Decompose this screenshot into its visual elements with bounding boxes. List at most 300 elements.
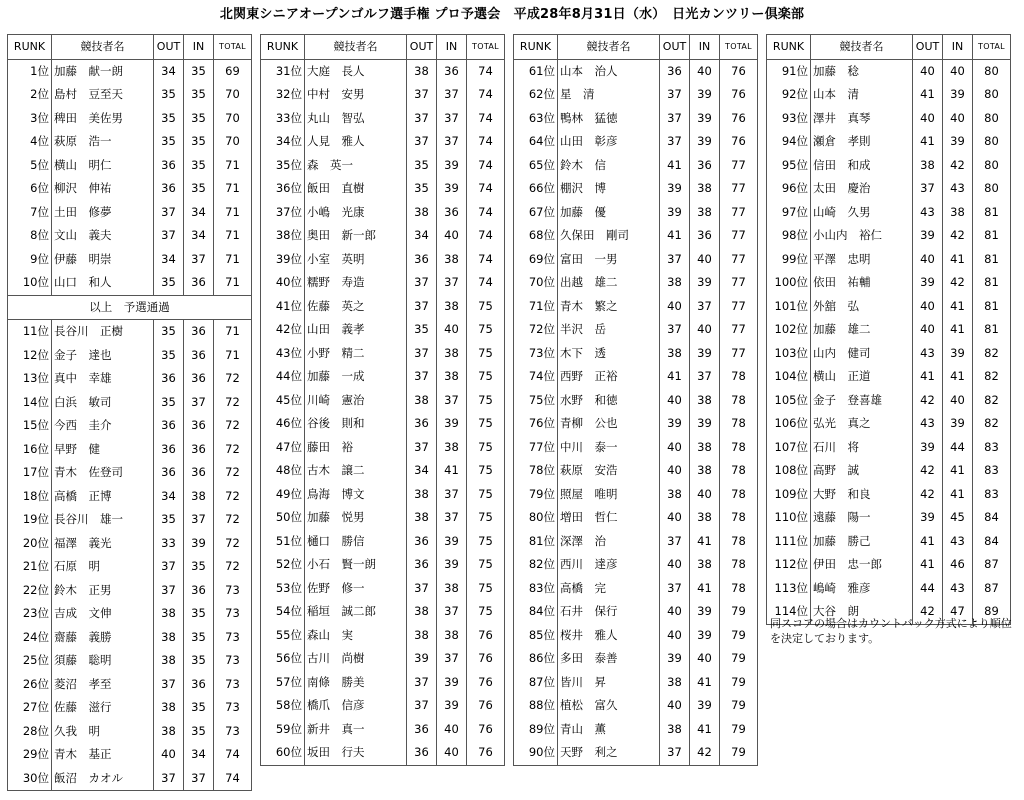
cell-name: 外舘 弘 [811,295,913,319]
cell-in: 39 [690,600,720,624]
cell-rank: 106位 [774,416,808,430]
cell-in: 40 [437,318,467,342]
cell-rank: 18位 [22,488,49,503]
table-row [8,248,252,272]
cell-total: 79 [720,694,758,718]
cell-total: 81 [973,295,1011,319]
cell-out: 37 [407,342,437,366]
cell-rank: 110位 [774,510,808,524]
cell-rank: 48位 [275,463,302,477]
cell-total: 79 [720,718,758,742]
cell-rank: 32位 [275,87,302,101]
cell-out: 37 [407,130,437,154]
cell-out: 38 [407,201,437,225]
table-row [261,577,505,601]
table-row [514,83,758,107]
cell-out: 37 [660,577,690,601]
cell-name: 鴨林 猛徳 [558,107,660,131]
table-row [514,224,758,248]
cell-rank: 59位 [275,721,302,736]
table-row [261,412,505,436]
cell-total: 83 [973,436,1011,460]
cell-rank: 16位 [22,441,49,456]
cell-name: 伊藤 明崇 [52,248,154,272]
cell-out: 34 [407,459,437,483]
cell-total: 76 [720,83,758,107]
cell-out: 37 [154,673,184,697]
cell-name: 皆川 昇 [558,671,660,695]
cell-in: 40 [690,248,720,272]
table-row [8,696,252,720]
cell-name: 久我 明 [52,720,154,744]
table-row [767,553,1011,577]
cell-total: 79 [720,671,758,695]
cell-in: 41 [690,718,720,742]
table-row [8,438,252,462]
cell-name: 長谷川 正樹 [52,320,154,344]
cell-out: 38 [154,602,184,626]
cell-name: 中川 泰一 [558,436,660,460]
cell-in: 35 [184,59,214,83]
header-rank: RUNK [514,35,558,60]
table-row [767,436,1011,460]
header-rank: RUNK [8,35,52,60]
cell-in: 37 [437,600,467,624]
cell-name: 瀬倉 孝則 [811,130,913,154]
table-row [8,508,252,532]
table-row [767,365,1011,389]
table-row [8,59,252,83]
cell-in: 46 [943,553,973,577]
cell-rank: 76位 [528,416,555,430]
cell-total: 77 [720,154,758,178]
cell-name: 新井 真一 [305,718,407,742]
cell-rank: 98位 [781,228,808,242]
table-row [8,743,252,767]
cell-out: 39 [913,506,943,530]
cell-total: 83 [973,459,1011,483]
cell-rank: 35位 [275,157,302,172]
cell-out: 33 [154,532,184,556]
cell-name: 藤田 裕 [305,436,407,460]
cell-out: 43 [913,342,943,366]
table-row [8,555,252,579]
cell-rank: 60位 [275,745,302,759]
cell-total: 80 [973,130,1011,154]
cell-name: 森 英一 [305,154,407,178]
cell-total: 77 [720,271,758,295]
cell-name: 石川 将 [811,436,913,460]
cell-rank: 71位 [528,298,555,313]
cell-total: 75 [467,459,505,483]
cell-rank: 9位 [30,251,49,266]
cell-name: 鈴木 信 [558,154,660,178]
cell-name: 出越 雄二 [558,271,660,295]
cell-out: 38 [913,154,943,178]
cell-name: 金子 登喜雄 [811,389,913,413]
cell-out: 35 [407,154,437,178]
cell-in: 37 [437,506,467,530]
cell-out: 37 [407,107,437,131]
cell-in: 34 [184,224,214,248]
cell-total: 87 [973,577,1011,601]
cell-name: 山田 義孝 [305,318,407,342]
cell-name: 吉成 文伸 [52,602,154,626]
cell-rank: 99位 [781,251,808,266]
table-row [8,107,252,131]
cell-out: 40 [660,459,690,483]
cell-out: 39 [660,177,690,201]
cell-name: 文山 義夫 [52,224,154,248]
table-row [514,130,758,154]
cell-name: 青木 基正 [52,743,154,767]
cell-out: 41 [660,365,690,389]
cell-total: 74 [467,271,505,295]
cell-out: 38 [660,718,690,742]
table-row [514,389,758,413]
cell-in: 40 [943,107,973,131]
cell-rank: 29位 [22,747,49,761]
cell-in: 37 [184,508,214,532]
cell-name: 中村 安男 [305,83,407,107]
cell-in: 34 [184,201,214,225]
cell-in: 36 [437,59,467,83]
cell-in: 36 [184,320,214,344]
cell-total: 89 [973,600,1011,624]
cell-out: 42 [913,600,943,624]
cell-rank: 39位 [275,251,302,266]
cell-in: 36 [437,201,467,225]
cell-total: 74 [214,743,252,767]
cell-rank: 75位 [528,392,555,407]
cell-in: 38 [690,389,720,413]
cell-in: 42 [943,224,973,248]
cell-total: 79 [720,624,758,648]
cell-name: 太田 慶治 [811,177,913,201]
cell-name: 飯田 直樹 [305,177,407,201]
table-row [261,530,505,554]
cell-rank: 31位 [275,63,302,78]
table-row [8,130,252,154]
table-row [261,224,505,248]
cell-out: 41 [913,83,943,107]
table-row [261,130,505,154]
table-row [8,461,252,485]
cell-rank: 6位 [30,181,49,195]
cell-rank: 15位 [22,418,49,432]
cell-name: 今西 圭介 [52,414,154,438]
table-row [514,436,758,460]
cell-total: 72 [214,438,252,462]
cell-in: 42 [943,154,973,178]
cell-in: 39 [690,694,720,718]
header-in: IN [437,35,467,60]
cell-rank: 5位 [30,157,49,172]
cell-out: 38 [407,59,437,83]
cell-out: 38 [154,696,184,720]
table-row [261,201,505,225]
cell-total: 78 [720,483,758,507]
cell-out: 35 [407,177,437,201]
cell-out: 37 [407,577,437,601]
cell-rank: 3位 [30,110,49,125]
cell-in: 39 [690,107,720,131]
cell-rank: 112位 [774,557,808,571]
cell-name: 水野 和徳 [558,389,660,413]
cell-in: 40 [690,483,720,507]
cell-total: 78 [720,459,758,483]
cell-total: 74 [467,130,505,154]
cell-name: 佐藤 滋行 [52,696,154,720]
cell-name: 高橋 正博 [52,485,154,509]
cell-out: 34 [154,485,184,509]
cell-name: 小石 賢一朗 [305,553,407,577]
cell-total: 80 [973,177,1011,201]
cell-rank: 14位 [22,394,49,409]
cell-in: 35 [184,649,214,673]
table-row [8,391,252,415]
cell-in: 41 [690,671,720,695]
cell-in: 35 [184,626,214,650]
cell-out: 38 [660,671,690,695]
header-total: TOTAL [973,35,1011,60]
table-row [8,720,252,744]
cell-in: 38 [437,342,467,366]
cell-total: 73 [214,579,252,603]
cell-rank: 19位 [22,512,49,526]
cell-name: 人見 雅人 [305,130,407,154]
table-row [261,83,505,107]
cell-in: 39 [690,342,720,366]
cell-rank: 100位 [774,275,808,289]
cell-in: 36 [690,154,720,178]
cell-in: 41 [943,295,973,319]
cell-name: 鈴木 正男 [52,579,154,603]
cell-out: 37 [154,579,184,603]
cell-rank: 12位 [22,347,49,362]
header-out: OUT [154,35,184,60]
cell-out: 37 [407,83,437,107]
cell-name: 照屋 唯明 [558,483,660,507]
header-out: OUT [660,35,690,60]
cell-out: 37 [660,248,690,272]
cell-in: 37 [437,483,467,507]
cell-out: 37 [913,177,943,201]
cell-rank: 94位 [781,134,808,148]
cell-out: 35 [154,320,184,344]
cell-rank: 95位 [781,157,808,172]
cell-in: 38 [690,506,720,530]
cell-in: 36 [184,367,214,391]
cell-out: 41 [913,530,943,554]
cell-total: 75 [467,342,505,366]
cell-in: 40 [690,59,720,83]
cell-in: 41 [943,248,973,272]
cell-total: 72 [214,485,252,509]
cell-in: 39 [437,154,467,178]
cell-out: 40 [660,389,690,413]
cell-out: 40 [913,248,943,272]
table-row [514,483,758,507]
cell-total: 76 [467,624,505,648]
cell-name: 加藤 勝己 [811,530,913,554]
table-row [8,367,252,391]
cell-name: 加藤 献一朗 [52,59,154,83]
table-row [767,389,1011,413]
cell-out: 37 [154,555,184,579]
cell-name: 小嶋 光康 [305,201,407,225]
cell-name: 小室 英明 [305,248,407,272]
cell-in: 40 [690,647,720,671]
cell-out: 38 [154,626,184,650]
cell-in: 39 [943,130,973,154]
cell-total: 72 [214,461,252,485]
cell-rank: 25位 [22,653,49,667]
cell-rank: 84位 [528,604,555,618]
cell-name: 真中 幸雄 [52,367,154,391]
cell-total: 73 [214,696,252,720]
cell-in: 44 [943,436,973,460]
cell-in: 37 [437,107,467,131]
cell-name: 大谷 朗 [811,600,913,624]
cell-rank: 81位 [528,533,555,548]
table-row [514,624,758,648]
cell-total: 77 [720,224,758,248]
cell-total: 74 [467,224,505,248]
table-row [8,271,252,295]
cell-total: 78 [720,530,758,554]
cell-rank: 91位 [781,63,808,78]
cell-rank: 73位 [528,345,555,360]
cell-rank: 64位 [528,134,555,148]
cell-name: 山本 治人 [558,59,660,83]
cell-rank: 79位 [528,486,555,501]
cell-total: 82 [973,389,1011,413]
table-row [767,224,1011,248]
cell-in: 39 [437,553,467,577]
cell-total: 75 [467,436,505,460]
cell-out: 37 [407,365,437,389]
cell-in: 39 [690,271,720,295]
cell-total: 82 [973,412,1011,436]
cell-out: 38 [407,389,437,413]
cell-total: 78 [720,577,758,601]
cell-rank: 82位 [528,557,555,571]
cell-rank: 55位 [275,627,302,642]
cell-total: 80 [973,59,1011,83]
table-row [8,154,252,178]
header-in: IN [690,35,720,60]
cell-rank: 20位 [22,535,49,550]
cell-total: 74 [467,248,505,272]
cell-out: 38 [407,506,437,530]
cell-in: 39 [437,530,467,554]
cell-total: 80 [973,107,1011,131]
qualifier-separator-row [8,295,252,320]
cell-in: 38 [943,201,973,225]
cell-rank: 108位 [774,463,808,477]
cell-out: 39 [660,647,690,671]
table-row [8,626,252,650]
cell-out: 39 [407,647,437,671]
cell-rank: 63位 [528,110,555,125]
cell-rank: 52位 [275,557,302,571]
table-row [767,83,1011,107]
cell-out: 41 [660,224,690,248]
table-row [514,694,758,718]
cell-total: 76 [467,741,505,765]
cell-in: 40 [690,318,720,342]
table-row [514,177,758,201]
cell-total: 74 [467,201,505,225]
cell-total: 77 [720,318,758,342]
cell-in: 37 [184,391,214,415]
cell-total: 75 [467,295,505,319]
cell-name: 早野 健 [52,438,154,462]
cell-total: 81 [973,224,1011,248]
cell-out: 44 [913,577,943,601]
cell-rank: 109位 [774,486,808,501]
cell-total: 78 [720,389,758,413]
cell-rank: 2位 [30,87,49,101]
cell-out: 43 [913,412,943,436]
cell-name: 島村 豆至天 [52,83,154,107]
cell-rank: 103位 [774,345,808,360]
cell-rank: 56位 [275,651,302,665]
cell-in: 42 [690,741,720,765]
cell-out: 41 [660,154,690,178]
cell-in: 37 [437,271,467,295]
cell-total: 72 [214,367,252,391]
cell-out: 37 [660,530,690,554]
header-rank: RUNK [261,35,305,60]
cell-out: 40 [660,436,690,460]
cell-rank: 68位 [528,228,555,242]
cell-name: 木下 透 [558,342,660,366]
cell-out: 38 [154,649,184,673]
table-row [261,741,505,765]
table-row [767,318,1011,342]
cell-rank: 23位 [22,606,49,620]
table-row [261,342,505,366]
cell-in: 43 [943,530,973,554]
cell-rank: 69位 [528,251,555,266]
table-row [514,506,758,530]
header-out: OUT [913,35,943,60]
table-row [767,295,1011,319]
cell-total: 81 [973,201,1011,225]
table-row [514,741,758,765]
table-row [261,553,505,577]
cell-rank: 65位 [528,157,555,172]
table-row [261,624,505,648]
cell-in: 40 [437,718,467,742]
cell-out: 37 [407,436,437,460]
table-row [767,342,1011,366]
cell-name: 川崎 憲治 [305,389,407,413]
table-row [8,83,252,107]
cell-in: 39 [437,177,467,201]
cell-out: 39 [660,412,690,436]
cell-in: 39 [690,624,720,648]
cell-in: 47 [943,600,973,624]
table-row [261,295,505,319]
header-name: 競技者名 [811,35,913,60]
cell-name: 富田 一男 [558,248,660,272]
cell-total: 76 [467,647,505,671]
cell-rank: 24位 [22,629,49,644]
cell-in: 38 [437,436,467,460]
